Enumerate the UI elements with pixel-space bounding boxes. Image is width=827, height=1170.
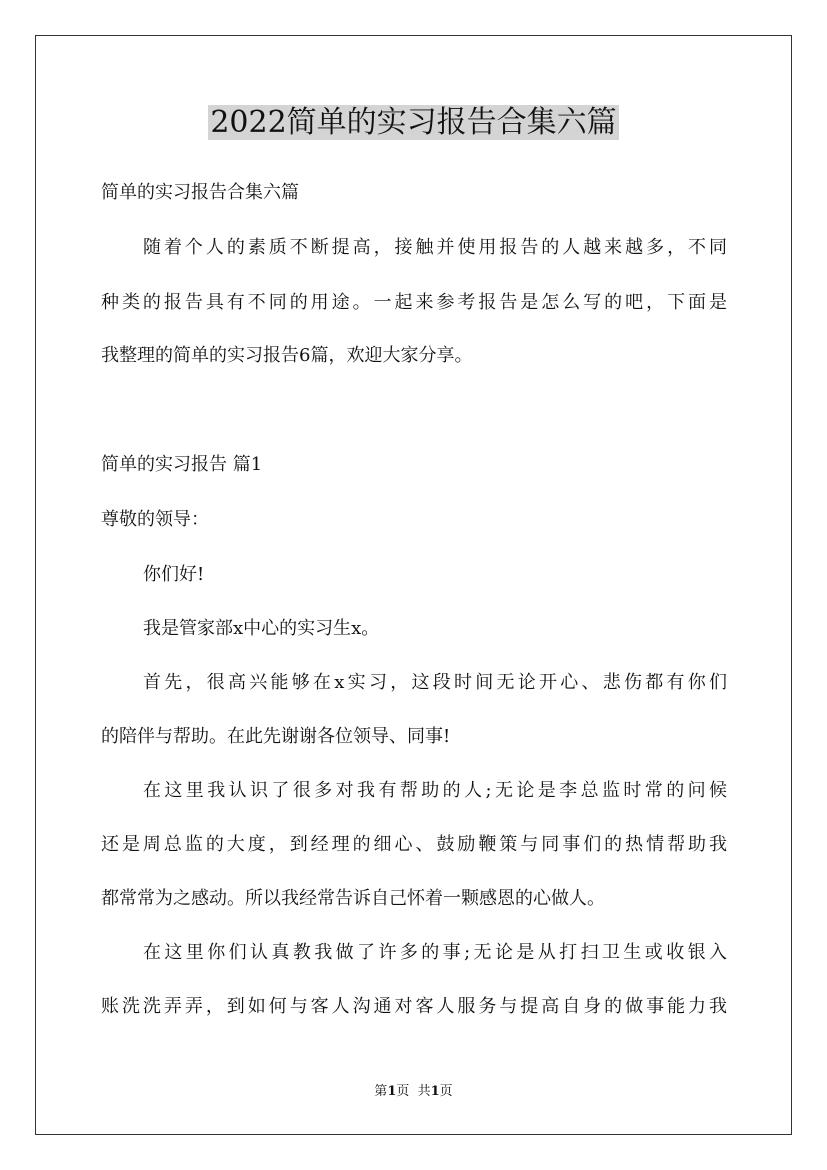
self-intro: 我是管家部x中心的实习生x。	[143, 618, 380, 639]
para1-line-1: 首先，很高兴能够在x实习，这段时间无论开心、悲伤都有你们	[143, 672, 727, 693]
footer-mid: 页 共	[396, 1084, 431, 1099]
footer-suffix: 页	[439, 1084, 453, 1099]
para3-line-1: 在这里你们认真教我做了许多的事;无论是从打扫卫生或收银入	[143, 942, 727, 963]
para2-line-1: 在这里我认识了很多对我有帮助的人;无论是李总监时常的问候	[143, 780, 727, 801]
page-footer	[0, 1083, 827, 1101]
document-subtitle: 简单的实习报告合集六篇	[101, 182, 299, 203]
para1-line-2: 的陪伴与帮助。在此先谢谢各位领导、同事!	[101, 726, 451, 747]
document-title-text: 2022简单的实习报告合集六篇	[210, 105, 617, 140]
intro-line-1: 随着个人的素质不断提高，接触并使用报告的人越来越多，不同	[143, 237, 727, 258]
greeting: 你们好!	[143, 564, 205, 585]
para2-line-2: 还是周总监的大度，到经理的细心、鼓励鞭策与同事们的热情帮助我	[101, 834, 727, 855]
para3-line-2: 账洗洗弄弄，到如何与客人沟通对客人服务与提高自身的做事能力我	[101, 996, 727, 1017]
document-title	[0, 103, 827, 143]
section-heading: 简单的实习报告 篇1	[101, 454, 263, 475]
intro-line-2: 种类的报告具有不同的用途。一起来参考报告是怎么写的吧，下面是	[101, 292, 727, 313]
footer-prefix: 第	[374, 1084, 388, 1099]
para2-line-3: 都常常为之感动。所以我经常告诉自己怀着一颗感恩的心做人。	[101, 888, 605, 909]
salutation: 尊敬的领导：	[101, 509, 209, 530]
intro-line-3: 我整理的简单的实习报告6篇，欢迎大家分享。	[101, 345, 473, 366]
footer-total-pages: 1	[430, 1084, 440, 1099]
footer-page-number: 1	[387, 1084, 397, 1099]
